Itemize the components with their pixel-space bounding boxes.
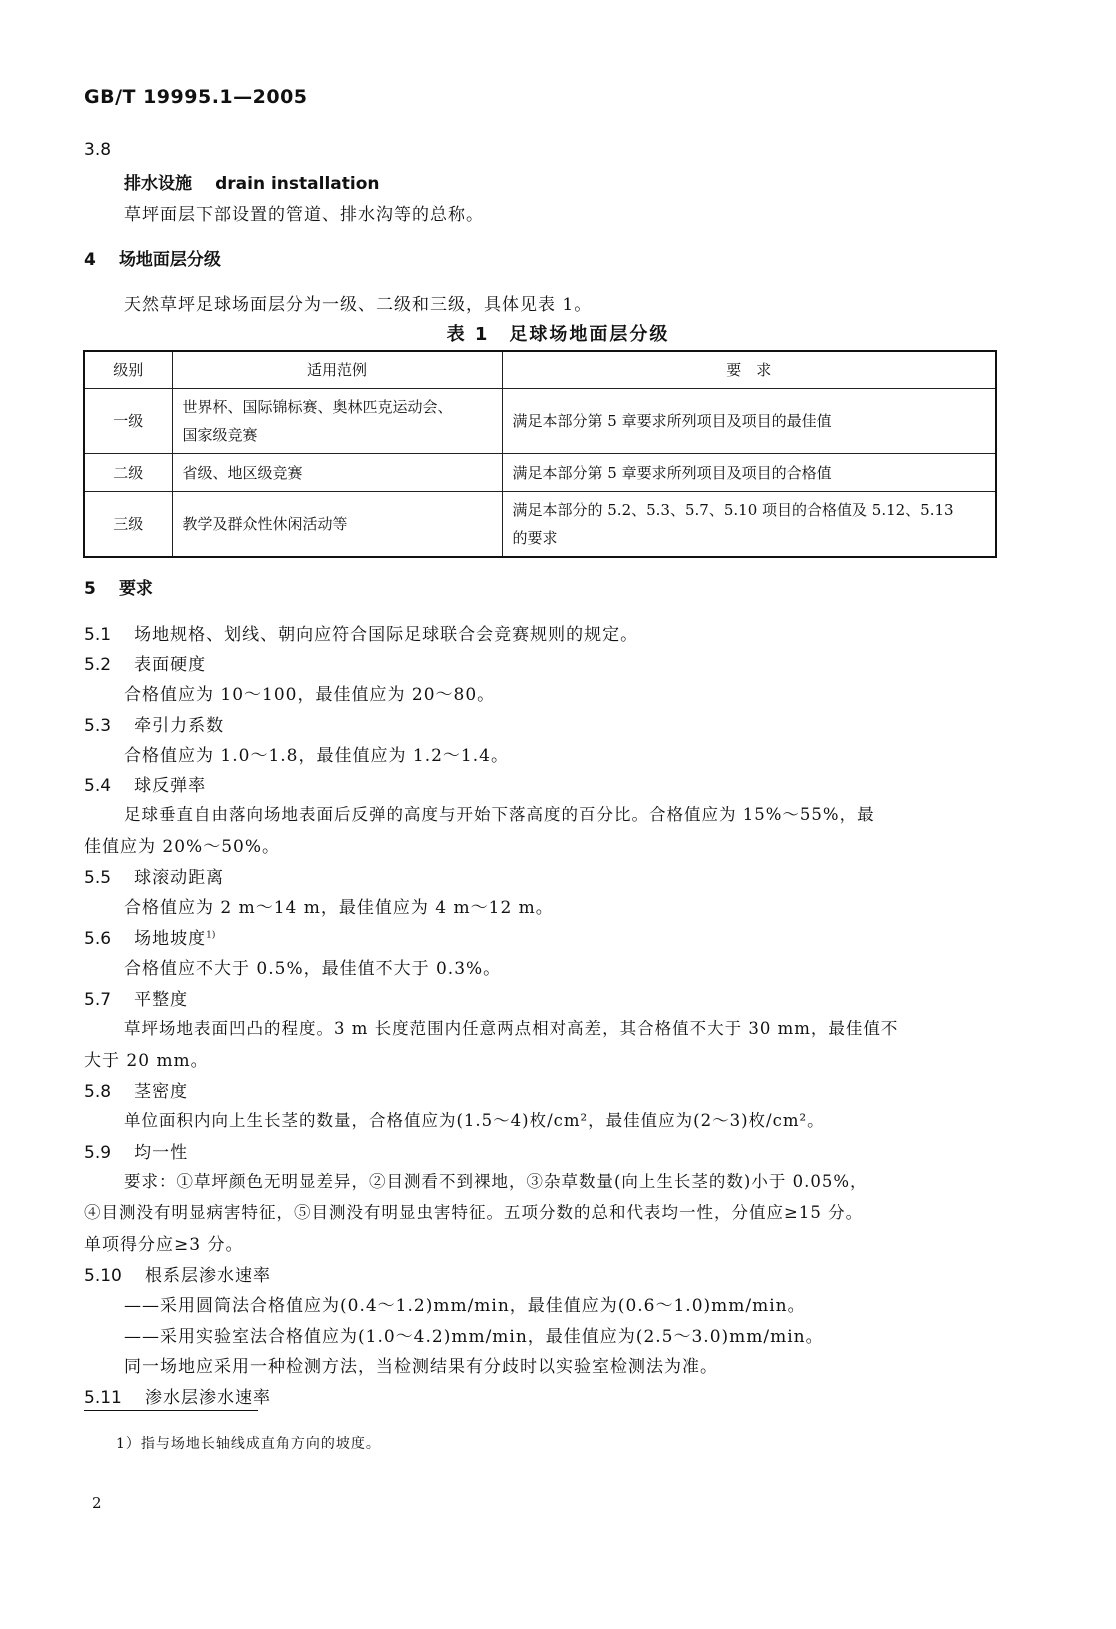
grade-table [83,350,997,558]
clause-text: 合格值应为 2 m～14 m，最佳值应为 4 m～12 m。 [124,898,554,918]
clause-5-3: 5.3 牵引力系数 [84,716,225,736]
clause-5-8: 5.8 茎密度 [84,1082,189,1102]
header-scope: 适用范例 [172,351,502,389]
clause-5-1: 5.1 场地规格、划线、朝向应符合国际足球联合会竞赛规则的规定。 [84,625,639,645]
grade-cell: 一级 [84,389,172,454]
section-title: 要求 [118,579,153,599]
scope-cell: 教学及群众性休闲活动等 [172,492,502,558]
section-intro: 天然草坪足球场面层分为一级、二级和三级，具体见表 1。 [124,295,593,315]
clause-5-10: 5.10 根系层渗水速率 [84,1266,271,1286]
header-requirement: 要 求 [502,351,996,389]
table-row [84,389,996,454]
footnote-divider [84,1410,258,1411]
table-caption: 表 1 足球场地面层分级 [446,324,670,345]
requirement-cell: 满足本部分第 5 章要求所列项目及项目的合格值 [502,454,996,492]
section-heading: 5 要求 [84,579,153,599]
clause-5-11: 5.11 渗水层渗水速率 [84,1388,271,1408]
section-title: 场地面层分级 [118,250,221,270]
section-heading: 4 场地面层分级 [84,250,221,270]
clause-5-7: 5.7 平整度 [84,990,189,1010]
requirement-cell: 满足本部分的 5.2、5.3、5.7、5.10 项目的合格值及 5.12、5.13 的要求 [502,492,996,558]
table-row [84,454,996,492]
header-grade: 级别 [84,351,172,389]
clause-5-2: 5.2 表面硬度 [84,655,207,675]
table-header-row [84,351,996,389]
clause-text: ④目测没有明显病害特征，⑤目测没有明显虫害特征。五项分数的总和代表均一性，分值应≥15 分。 [84,1203,864,1222]
clause-text: ——采用圆筒法合格值应为(0.4～1.2)mm/min，最佳值应为(0.6～1.0)mm/min。 [124,1296,806,1316]
scope-cell: 省级、地区级竞赛 [172,454,502,492]
clause-5-4: 5.4 球反弹率 [84,776,207,796]
footnote-ref: 1) [206,930,216,941]
clause-text: 要求：①草坪颜色无明显差异，②目测看不到裸地，③杂草数量(向上生长茎的数)小于 0.05%， [124,1172,868,1191]
clause-5-9: 5.9 均一性 [84,1143,189,1163]
clause-text: 草坪场地表面凹凸的程度。3 m 长度范围内任意两点相对高差，其合格值不大于 30 mm，最佳值不 [124,1019,899,1038]
clause-text: 佳值应为 20%～50%。 [84,837,280,857]
clause-number: 3.8 [84,140,112,160]
table-row [84,492,996,558]
term-en: drain installation [215,174,380,194]
footnote: 1）指与场地长轴线成直角方向的坡度。 [116,1436,381,1452]
term-heading [124,169,379,194]
clause-text: 单项得分应≥3 分。 [84,1235,244,1255]
scope-cell: 世界杯、国际锦标赛、奥林匹克运动会、 国家级竞赛 [172,389,502,454]
clause-text: 合格值应为 10～100，最佳值应为 20～80。 [124,685,496,705]
term-definition: 草坪面层下部设置的管道、排水沟等的总称。 [124,205,484,225]
clause-text: 单位面积内向上生长茎的数量，合格值应为(1.5～4)枚/cm²，最佳值应为(2～3)枚/cm²。 [124,1111,825,1130]
grade-cell: 二级 [84,454,172,492]
requirement-cell: 满足本部分第 5 章要求所列项目及项目的最佳值 [502,389,996,454]
grade-cell: 三级 [84,492,172,558]
term-cn: 排水设施 [124,174,192,194]
standard-number: GB/T 19995.1—2005 [84,86,308,108]
clause-text: 合格值应为 1.0～1.8，最佳值应为 1.2～1.4。 [124,746,509,766]
clause-text: 足球垂直自由落向场地表面后反弹的高度与开始下落高度的百分比。合格值应为 15%～55%，最 [124,805,875,824]
clause-text: 大于 20 mm。 [84,1051,209,1071]
clause-5-6: 5.6 场地坡度$^{1)}$ [84,929,216,949]
clause-text: 合格值应不大于 0.5%，最佳值不大于 0.3%。 [124,959,502,979]
clause-text: 同一场地应采用一种检测方法，当检测结果有分歧时以实验室检测法为准。 [124,1357,718,1377]
clause-text: ——采用实验室法合格值应为(1.0～4.2)mm/min，最佳值应为(2.5～3.0)mm/min。 [124,1327,824,1347]
page-number: 2 [92,1494,102,1512]
clause-5-5: 5.5 球滚动距离 [84,868,225,888]
